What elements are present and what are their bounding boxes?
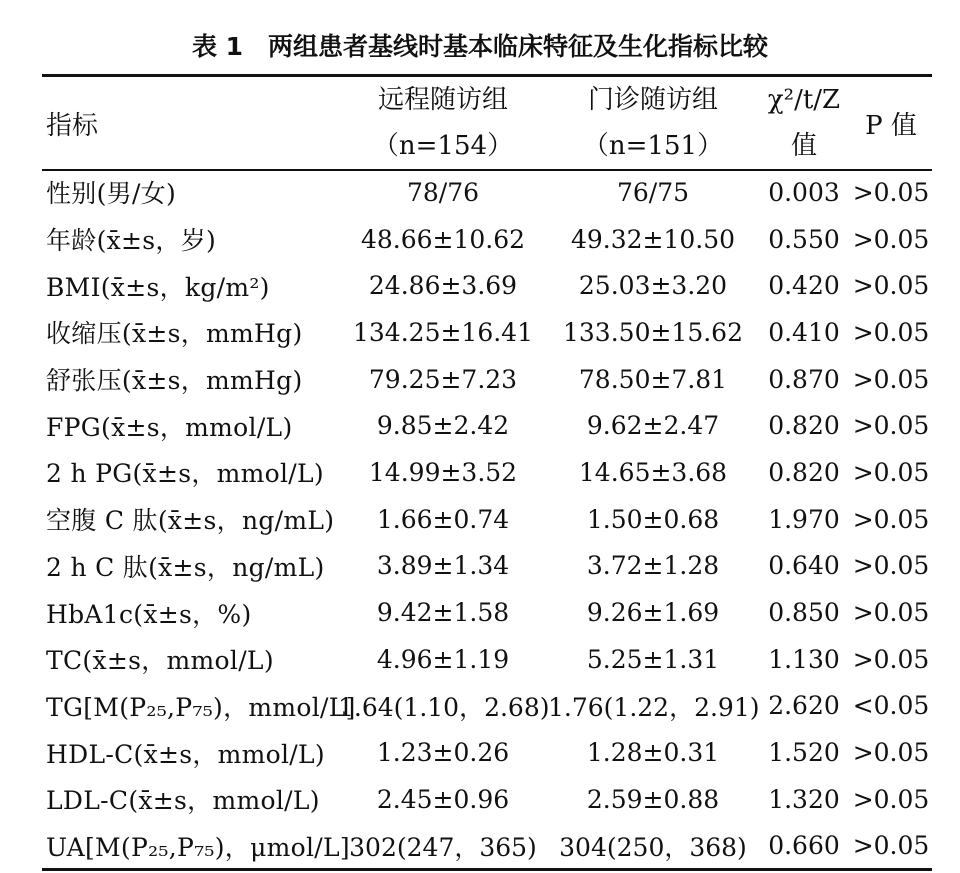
remote-group-value: 1.23±0.26 xyxy=(376,738,510,768)
statistic-value: 0.420 xyxy=(768,271,840,301)
table-row xyxy=(42,262,932,309)
baseline-comparison-table xyxy=(42,77,932,869)
p-value: >0.05 xyxy=(852,784,930,814)
table-row xyxy=(42,683,932,730)
statistic-value: 0.410 xyxy=(768,317,840,347)
statistic-value: 0.820 xyxy=(768,411,840,441)
indicator-name: 年龄(x̄±s，岁) xyxy=(46,226,217,256)
header-row xyxy=(42,77,932,169)
remote-group-value: 14.99±3.52 xyxy=(368,457,518,487)
p-value: <0.05 xyxy=(852,691,930,721)
clinic-group-column-header xyxy=(548,77,758,169)
statistic-value: 1.520 xyxy=(768,738,840,768)
indicator-name: LDL-C(x̄±s，mmol/L) xyxy=(46,786,320,816)
table-row xyxy=(42,309,932,356)
statistic-value: 0.820 xyxy=(768,457,840,487)
remote-group-value: 1.66±0.74 xyxy=(376,504,510,534)
remote-group-value: 134.25±16.41 xyxy=(353,317,533,347)
statistic-value: 1.130 xyxy=(768,644,840,674)
clinic-group-n: （n=151） xyxy=(582,131,724,161)
statistic-value: 0.660 xyxy=(768,831,840,861)
table-row xyxy=(42,169,932,216)
clinic-group-value: 76/75 xyxy=(616,177,690,207)
p-value: >0.05 xyxy=(852,504,930,534)
table-body xyxy=(42,169,932,869)
statistic-value: 0.850 xyxy=(768,598,840,628)
clinic-group-value: 14.65±3.68 xyxy=(578,457,728,487)
remote-group-value: 9.85±2.42 xyxy=(376,411,510,441)
remote-group-value: 48.66±10.62 xyxy=(360,224,526,254)
indicator-name: FPG(x̄±s，mmol/L) xyxy=(46,412,293,442)
p-value: >0.05 xyxy=(852,364,930,394)
clinic-group-value: 1.28±0.31 xyxy=(586,738,720,768)
statistic-column-header xyxy=(758,77,850,169)
clinic-group-value: 25.03±3.20 xyxy=(578,271,728,301)
statistic-value: 2.620 xyxy=(768,691,840,721)
statistic-value: 1.320 xyxy=(768,784,840,814)
table-row xyxy=(42,216,932,263)
remote-group-value: 302(247，365) xyxy=(349,832,537,862)
table-row xyxy=(42,589,932,636)
remote-group-value: 4.96±1.19 xyxy=(376,644,510,674)
indicator-name: 2 h PG(x̄±s，mmol/L) xyxy=(46,459,324,489)
remote-group-n: （n=154） xyxy=(372,131,514,161)
clinic-group-value: 49.32±10.50 xyxy=(570,224,736,254)
indicator-name: UA[M(P₂₅,P₇₅)，μmol/L] xyxy=(46,832,350,862)
indicator-name: HDL-C(x̄±s，mmol/L) xyxy=(46,739,325,769)
p-value: >0.05 xyxy=(852,271,930,301)
table-row xyxy=(42,543,932,590)
remote-group-value: 9.42±1.58 xyxy=(376,598,510,628)
remote-group-column-header xyxy=(338,77,548,169)
remote-group-value: 78/76 xyxy=(406,177,480,207)
indicator-name: 空腹 C 肽(x̄±s，ng/mL) xyxy=(46,506,335,536)
table-header xyxy=(42,77,932,169)
p-value: >0.05 xyxy=(852,457,930,487)
statistic-value: 0.550 xyxy=(768,224,840,254)
table-row xyxy=(42,356,932,403)
clinic-group-value: 9.62±2.47 xyxy=(586,411,720,441)
remote-group-value: 3.89±1.34 xyxy=(376,551,510,581)
indicator-name: TG[M(P₂₅,P₇₅)，mmol/L] xyxy=(46,692,356,722)
clinic-group-value: 133.50±15.62 xyxy=(563,317,743,347)
clinic-group-value: 78.50±7.81 xyxy=(578,364,728,394)
p-value: >0.05 xyxy=(852,644,930,674)
clinic-group-value: 2.59±0.88 xyxy=(586,784,720,814)
p-value: >0.05 xyxy=(852,317,930,347)
clinic-group-value: 304(250，368) xyxy=(559,832,747,862)
remote-group-value: 24.86±3.69 xyxy=(368,271,518,301)
indicator-column-header: 指标 xyxy=(46,110,99,141)
indicator-name: BMI(x̄±s，kg/m²) xyxy=(46,272,270,302)
p-value: >0.05 xyxy=(852,551,930,581)
indicator-name: TC(x̄±s，mmol/L) xyxy=(46,646,274,676)
table-row xyxy=(42,729,932,776)
remote-group-title: 远程随访组 xyxy=(377,85,508,115)
clinic-group-value: 1.76(1.22，2.91) xyxy=(548,692,760,722)
clinic-group-value: 9.26±1.69 xyxy=(586,598,720,628)
table-row xyxy=(42,636,932,683)
p-value: >0.05 xyxy=(852,831,930,861)
indicator-name: 舒张压(x̄±s，mmHg) xyxy=(46,366,303,396)
indicator-name: HbA1c(x̄±s，%) xyxy=(46,599,252,629)
indicator-name: 性别(男/女) xyxy=(46,179,177,209)
statistic-value: 0.870 xyxy=(768,364,840,394)
p-value: >0.05 xyxy=(852,224,930,254)
statistic-header-line1: χ²/t/Z xyxy=(767,85,841,115)
table-row xyxy=(42,776,932,823)
remote-group-value: 2.45±0.96 xyxy=(376,784,510,814)
table-row xyxy=(42,823,932,870)
clinic-group-value: 5.25±1.31 xyxy=(586,644,720,674)
table-caption: 表 1 两组患者基线时基本临床特征及生化指标比较 xyxy=(191,32,769,61)
table-row xyxy=(42,496,932,543)
remote-group-value: 79.25±7.23 xyxy=(368,364,518,394)
p-value: >0.05 xyxy=(852,177,930,207)
statistic-value: 1.970 xyxy=(768,504,840,534)
statistic-value: 0.003 xyxy=(768,177,840,207)
clinic-group-value: 1.50±0.68 xyxy=(586,504,720,534)
table-row xyxy=(42,449,932,496)
p-value: >0.05 xyxy=(852,411,930,441)
table-row xyxy=(42,402,932,449)
remote-group-value: 1.64(1.10，2.68) xyxy=(338,692,550,722)
statistic-header-line2: 值 xyxy=(790,131,817,161)
statistic-value: 0.640 xyxy=(768,551,840,581)
p-value-column-header: P 值 xyxy=(865,110,917,141)
p-value: >0.05 xyxy=(852,598,930,628)
indicator-name: 2 h C 肽(x̄±s，ng/mL) xyxy=(46,552,325,582)
indicator-name: 收缩压(x̄±s，mmHg) xyxy=(46,319,303,349)
clinic-group-title: 门诊随访组 xyxy=(587,85,718,115)
p-value: >0.05 xyxy=(852,738,930,768)
clinic-group-value: 3.72±1.28 xyxy=(586,551,720,581)
